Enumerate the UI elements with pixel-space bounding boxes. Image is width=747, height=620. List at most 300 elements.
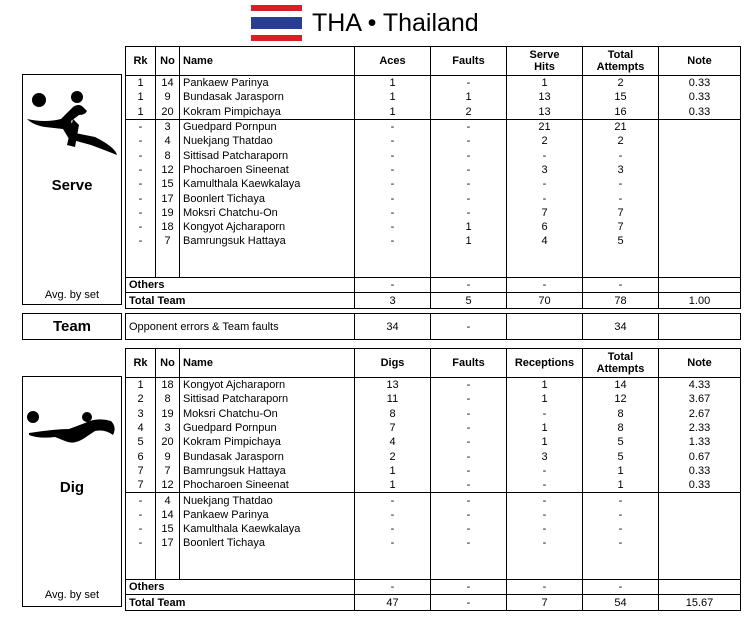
team-cell: Opponent errors & Team faults	[126, 314, 355, 340]
total-label: Total Team	[126, 293, 355, 308]
column-header: Rk	[126, 349, 156, 378]
empty-cell	[156, 565, 180, 580]
table-cell: 1.00	[659, 293, 741, 308]
table-cell: 1	[126, 90, 156, 104]
table-cell: -	[355, 536, 431, 550]
table-cell: -	[126, 522, 156, 536]
empty-cell	[583, 551, 659, 565]
empty-cell	[583, 263, 659, 278]
column-header: Note	[659, 47, 741, 76]
table-cell: -	[431, 464, 507, 478]
table-cell: Kokram Pimpichaya	[180, 435, 355, 449]
table-row	[126, 119, 741, 134]
table-cell: 6	[507, 220, 583, 234]
team-section-label: Team	[22, 313, 122, 340]
table-cell: Boonlert Tichaya	[180, 191, 355, 205]
table-cell: -	[355, 134, 431, 148]
others-label: Others	[126, 278, 355, 293]
table-cell: 5	[431, 293, 507, 308]
dig-total-row	[126, 595, 741, 610]
table-cell: 5	[583, 234, 659, 248]
table-cell: 19	[156, 206, 180, 220]
table-cell: 2	[583, 76, 659, 91]
table-cell: 14	[156, 508, 180, 522]
table-cell: 0.33	[659, 76, 741, 91]
table-cell: 7	[583, 220, 659, 234]
table-cell: 1	[583, 464, 659, 478]
table-cell: -	[507, 278, 583, 293]
table-cell: -	[507, 478, 583, 493]
empty-cell	[180, 263, 355, 278]
table-cell: 47	[355, 595, 431, 610]
column-header: Rk	[126, 47, 156, 76]
table-cell: 3	[355, 293, 431, 308]
table-cell: Phocharoen Sineenat	[180, 163, 355, 177]
column-header: Total Attempts	[583, 47, 659, 76]
serve-avg-label: Avg. by set	[44, 289, 100, 301]
table-cell: -	[507, 508, 583, 522]
column-header: Name	[180, 349, 355, 378]
table-cell: 4.33	[659, 378, 741, 393]
table-cell: 1	[507, 435, 583, 449]
table-cell: 7	[156, 234, 180, 248]
table-cell: 1	[431, 220, 507, 234]
column-header: Serve Hits	[507, 47, 583, 76]
empty-cell	[355, 551, 431, 565]
table-cell: -	[355, 508, 431, 522]
table-row	[126, 435, 741, 449]
empty-cell	[659, 565, 741, 580]
table-cell: -	[431, 478, 507, 493]
team-cell: 34	[355, 314, 431, 340]
table-cell: -	[431, 177, 507, 191]
team-cell	[659, 314, 741, 340]
table-cell: -	[507, 177, 583, 191]
table-cell	[659, 177, 741, 191]
table-cell: 2.67	[659, 407, 741, 421]
empty-cell	[126, 551, 156, 565]
table-cell: -	[126, 234, 156, 248]
empty-cell	[180, 551, 355, 565]
table-row	[126, 134, 741, 148]
table-cell: 54	[583, 595, 659, 610]
serve-side-panel	[22, 74, 122, 305]
table-cell: 16	[583, 105, 659, 120]
table-cell: 1	[355, 76, 431, 91]
table-cell: 20	[156, 435, 180, 449]
table-cell: Boonlert Tichaya	[180, 536, 355, 550]
table-cell: -	[583, 148, 659, 162]
table-cell: -	[431, 392, 507, 406]
table-cell: 1	[507, 76, 583, 91]
table-cell: 8	[156, 148, 180, 162]
table-cell: Guedpard Pornpun	[180, 421, 355, 435]
dig-table	[125, 348, 741, 611]
empty-cell	[126, 249, 156, 263]
table-cell: 11	[355, 392, 431, 406]
table-cell	[659, 234, 741, 248]
table-cell: 2	[431, 105, 507, 120]
empty-cell	[507, 565, 583, 580]
table-cell: 12	[156, 163, 180, 177]
table-cell: -	[507, 493, 583, 508]
table-cell: -	[431, 119, 507, 134]
table-cell: -	[355, 234, 431, 248]
team-cell: 34	[583, 314, 659, 340]
page-title: THA • Thailand	[312, 9, 479, 37]
table-cell: 0.67	[659, 449, 741, 463]
table-cell: -	[126, 493, 156, 508]
table-cell: -	[355, 148, 431, 162]
table-cell	[659, 522, 741, 536]
table-cell: 17	[156, 191, 180, 205]
table-row	[126, 407, 741, 421]
table-cell: 0.33	[659, 464, 741, 478]
table-cell: 78	[583, 293, 659, 308]
table-cell: 3	[583, 163, 659, 177]
table-row	[126, 206, 741, 220]
table-cell	[659, 206, 741, 220]
table-cell: 6	[126, 449, 156, 463]
table-row	[126, 220, 741, 234]
table-cell: 2	[583, 134, 659, 148]
table-cell	[659, 536, 741, 550]
table-cell: Nuekjang Thatdao	[180, 134, 355, 148]
table-cell: -	[126, 536, 156, 550]
table-row	[126, 464, 741, 478]
others-label: Others	[126, 580, 355, 595]
table-cell: -	[583, 177, 659, 191]
table-cell: Phocharoen Sineenat	[180, 478, 355, 493]
table-cell: -	[431, 421, 507, 435]
table-cell: 4	[126, 421, 156, 435]
table-cell: 1	[126, 378, 156, 393]
table-cell: 0.33	[659, 478, 741, 493]
table-cell: Guedpard Pornpun	[180, 119, 355, 134]
column-header: Aces	[355, 47, 431, 76]
table-cell: -	[355, 493, 431, 508]
empty-row	[126, 263, 741, 278]
dig-section-label: Dig	[59, 479, 85, 496]
table-cell: 3	[507, 449, 583, 463]
empty-cell	[355, 263, 431, 278]
table-cell: -	[126, 177, 156, 191]
table-cell	[659, 148, 741, 162]
column-header: No	[156, 47, 180, 76]
volleyball-serve-icon	[25, 89, 119, 157]
table-cell: 19	[156, 407, 180, 421]
table-cell: 5	[583, 449, 659, 463]
table-cell: -	[355, 580, 431, 595]
table-cell: -	[431, 378, 507, 393]
empty-cell	[431, 263, 507, 278]
table-cell: 1	[507, 392, 583, 406]
table-row	[126, 177, 741, 191]
table-cell: 70	[507, 293, 583, 308]
empty-cell	[431, 565, 507, 580]
table-cell: -	[431, 278, 507, 293]
empty-cell	[507, 551, 583, 565]
table-cell: Kongyot Ajcharaporn	[180, 220, 355, 234]
table-cell: Pankaew Parinya	[180, 508, 355, 522]
table-cell: 15.67	[659, 595, 741, 610]
table-cell: 5	[126, 435, 156, 449]
table-cell: 4	[156, 134, 180, 148]
table-cell: -	[355, 177, 431, 191]
empty-row	[126, 565, 741, 580]
table-cell: 7	[126, 464, 156, 478]
table-cell: -	[507, 536, 583, 550]
table-cell: -	[431, 595, 507, 610]
table-cell: Kamulthala Kaewkalaya	[180, 177, 355, 191]
table-cell: -	[431, 580, 507, 595]
table-cell: Bamrungsuk Hattaya	[180, 234, 355, 248]
table-cell: 3.67	[659, 392, 741, 406]
table-cell: -	[431, 508, 507, 522]
dig-others-row	[126, 580, 741, 595]
table-cell: -	[583, 508, 659, 522]
table-cell: -	[431, 134, 507, 148]
table-cell: 5	[583, 435, 659, 449]
table-cell: -	[355, 163, 431, 177]
table-cell: 13	[507, 90, 583, 104]
table-cell: -	[126, 134, 156, 148]
table-cell: Moksri Chatchu-On	[180, 206, 355, 220]
empty-cell	[659, 249, 741, 263]
table-cell: 7	[156, 464, 180, 478]
table-cell: -	[583, 580, 659, 595]
table-cell: -	[431, 435, 507, 449]
table-cell: 13	[355, 378, 431, 393]
table-cell: 1	[431, 234, 507, 248]
table-cell	[659, 278, 741, 293]
table-cell: 9	[156, 449, 180, 463]
table-cell: 21	[583, 119, 659, 134]
team-table	[125, 313, 741, 340]
table-cell: 1	[355, 478, 431, 493]
table-cell: 15	[156, 177, 180, 191]
table-cell: 7	[583, 206, 659, 220]
table-cell: Nuekjang Thatdao	[180, 493, 355, 508]
table-cell: 8	[355, 407, 431, 421]
table-cell: 3	[507, 163, 583, 177]
empty-cell	[156, 249, 180, 263]
table-cell: 1	[355, 90, 431, 104]
table-row	[126, 105, 741, 120]
table-cell	[659, 580, 741, 595]
empty-cell	[180, 249, 355, 263]
table-cell: 14	[156, 76, 180, 91]
serve-section-label: Serve	[51, 177, 93, 194]
column-header: Name	[180, 47, 355, 76]
table-cell: -	[431, 493, 507, 508]
table-cell: -	[507, 191, 583, 205]
empty-cell	[355, 249, 431, 263]
table-cell: -	[507, 580, 583, 595]
table-cell: 14	[583, 378, 659, 393]
empty-cell	[507, 263, 583, 278]
table-row	[126, 478, 741, 493]
table-cell: -	[126, 119, 156, 134]
table-row	[126, 76, 741, 91]
table-cell	[659, 119, 741, 134]
table-cell: -	[507, 522, 583, 536]
serve-total-row	[126, 293, 741, 308]
table-cell	[659, 134, 741, 148]
table-row	[126, 449, 741, 463]
team-cell	[507, 314, 583, 340]
table-cell	[659, 163, 741, 177]
dig-side-panel	[22, 376, 122, 607]
table-cell: -	[126, 220, 156, 234]
table-cell: 18	[156, 220, 180, 234]
table-cell: 1	[431, 90, 507, 104]
column-header: Note	[659, 349, 741, 378]
table-cell: 15	[583, 90, 659, 104]
table-cell: -	[355, 278, 431, 293]
team-cell: -	[431, 314, 507, 340]
empty-cell	[659, 551, 741, 565]
table-cell: -	[431, 206, 507, 220]
column-header: Faults	[431, 349, 507, 378]
table-cell	[659, 220, 741, 234]
table-cell: 3	[126, 407, 156, 421]
table-row	[126, 234, 741, 248]
table-cell: -	[583, 536, 659, 550]
empty-cell	[659, 263, 741, 278]
table-cell: 1	[507, 378, 583, 393]
column-header: Faults	[431, 47, 507, 76]
table-cell	[659, 493, 741, 508]
table-cell: -	[583, 522, 659, 536]
table-cell: 2	[126, 392, 156, 406]
table-row	[126, 493, 741, 508]
volleyball-dig-icon	[25, 405, 119, 445]
table-cell: -	[355, 119, 431, 134]
empty-row	[126, 551, 741, 565]
table-cell: 0.33	[659, 90, 741, 104]
table-cell: -	[507, 407, 583, 421]
table-cell: 4	[507, 234, 583, 248]
table-cell: 21	[507, 119, 583, 134]
empty-cell	[355, 565, 431, 580]
table-cell: 1	[355, 464, 431, 478]
table-cell: 1	[355, 105, 431, 120]
table-cell: -	[431, 407, 507, 421]
dig-header-row	[126, 349, 741, 378]
table-cell: 8	[583, 407, 659, 421]
table-cell: 8	[156, 392, 180, 406]
table-cell: 2	[507, 134, 583, 148]
empty-cell	[126, 263, 156, 278]
table-cell: 7	[126, 478, 156, 493]
table-cell: 13	[507, 105, 583, 120]
table-cell: Kokram Pimpichaya	[180, 105, 355, 120]
serve-header-row	[126, 47, 741, 76]
empty-cell	[156, 263, 180, 278]
table-cell: 9	[156, 90, 180, 104]
table-cell: 12	[156, 478, 180, 493]
table-cell: -	[355, 206, 431, 220]
table-cell: 7	[355, 421, 431, 435]
table-cell	[659, 508, 741, 522]
table-cell: 7	[507, 595, 583, 610]
table-cell: -	[583, 191, 659, 205]
empty-cell	[180, 565, 355, 580]
table-cell: 1	[126, 76, 156, 91]
team-row	[126, 314, 741, 340]
empty-cell	[583, 249, 659, 263]
table-cell: -	[126, 508, 156, 522]
table-row	[126, 392, 741, 406]
table-cell: -	[431, 76, 507, 91]
empty-cell	[507, 249, 583, 263]
column-header: No	[156, 349, 180, 378]
table-cell: -	[507, 148, 583, 162]
column-header: Total Attempts	[583, 349, 659, 378]
table-cell: 15	[156, 522, 180, 536]
table-cell: 4	[156, 493, 180, 508]
table-cell: Kamulthala Kaewkalaya	[180, 522, 355, 536]
table-cell: 1.33	[659, 435, 741, 449]
table-row	[126, 90, 741, 104]
table-cell: Bundasak Jarasporn	[180, 90, 355, 104]
empty-cell	[126, 565, 156, 580]
table-cell: -	[583, 493, 659, 508]
table-cell: -	[126, 148, 156, 162]
table-cell: -	[431, 191, 507, 205]
table-cell: 2.33	[659, 421, 741, 435]
table-cell: Pankaew Parinya	[180, 76, 355, 91]
column-header: Digs	[355, 349, 431, 378]
dig-avg-label: Avg. by set	[44, 589, 100, 601]
table-cell: 2	[355, 449, 431, 463]
table-cell: -	[431, 522, 507, 536]
table-cell	[659, 191, 741, 205]
table-cell: 1	[507, 421, 583, 435]
table-cell: 7	[507, 206, 583, 220]
table-row	[126, 536, 741, 550]
table-cell: -	[431, 163, 507, 177]
table-cell: 8	[583, 421, 659, 435]
table-cell: Sittisad Patcharaporn	[180, 148, 355, 162]
table-cell: -	[126, 191, 156, 205]
empty-cell	[431, 249, 507, 263]
table-cell: -	[355, 522, 431, 536]
table-row	[126, 522, 741, 536]
table-row	[126, 191, 741, 205]
empty-cell	[156, 551, 180, 565]
table-cell: 3	[156, 421, 180, 435]
table-cell: 17	[156, 536, 180, 550]
table-cell: -	[507, 464, 583, 478]
table-cell: Sittisad Patcharaporn	[180, 392, 355, 406]
table-cell: -	[355, 220, 431, 234]
serve-others-row	[126, 278, 741, 293]
table-row	[126, 508, 741, 522]
table-cell: -	[126, 163, 156, 177]
serve-table	[125, 46, 741, 309]
table-row	[126, 421, 741, 435]
table-cell: Bundasak Jarasporn	[180, 449, 355, 463]
empty-cell	[583, 565, 659, 580]
table-cell: 20	[156, 105, 180, 120]
table-cell: -	[431, 449, 507, 463]
table-row	[126, 163, 741, 177]
table-cell: 4	[355, 435, 431, 449]
table-cell: Kongyot Ajcharaporn	[180, 378, 355, 393]
table-cell: 3	[156, 119, 180, 134]
